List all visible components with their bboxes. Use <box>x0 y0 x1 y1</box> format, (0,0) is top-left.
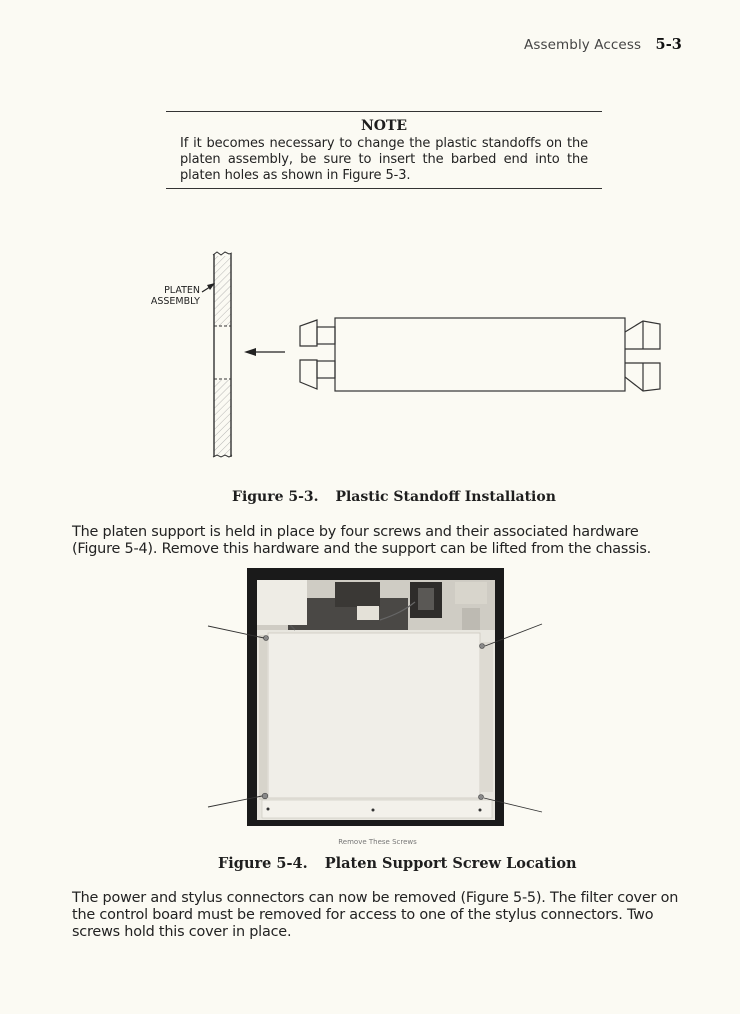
bracket-left <box>257 580 307 625</box>
platen-break-top <box>213 252 232 255</box>
figure-number: Figure 5-4. <box>218 855 308 872</box>
platen-assembly-label <box>130 285 200 307</box>
platen-support-plate <box>268 633 480 798</box>
figure-number: Figure 5-3. <box>232 489 319 505</box>
connector-block <box>335 582 380 607</box>
photo-annotation: Remove These Screws <box>338 838 417 846</box>
filter-cover <box>455 582 487 604</box>
transformer-core <box>418 588 434 610</box>
body-paragraph-2: The power and stylus connectors can now be removed (Figure 5-5). The filter cover on the control board must be removed for access to one of the stylus connectors. Two screws hold this cover in place. <box>72 890 679 940</box>
side-rail-right <box>480 642 493 792</box>
platen-label-arrow <box>202 283 215 292</box>
chip-label <box>357 606 379 620</box>
figure-title: Plastic Standoff Installation <box>335 489 556 505</box>
ribbon-cable <box>462 608 480 630</box>
figure-5-3-diagram <box>0 0 740 480</box>
figure-5-4-caption <box>218 855 577 872</box>
platen-hatch-lower <box>214 380 231 455</box>
left-stem-top <box>317 327 335 344</box>
body-paragraph-1: The platen support is held in place by four screws and their associated hardware (Figure 5-4). Remove this hardware and the support can be lifted from the chassis. <box>72 524 651 557</box>
figure-title: Platen Support Screw Location <box>324 855 577 872</box>
left-barb-bottom <box>300 360 317 389</box>
screw-bottom-left <box>262 793 268 799</box>
platen-plate <box>213 252 232 457</box>
figure-5-4-photo <box>0 560 740 850</box>
bottom-rail <box>262 800 492 818</box>
screw-top-right <box>480 644 485 649</box>
platen-hatch-upper <box>214 256 231 326</box>
screw-bottom-right <box>479 795 484 800</box>
figure-5-3-caption <box>232 489 556 505</box>
page-number: 5-3 <box>655 36 682 53</box>
platen-label-line1: PLATEN <box>164 285 200 296</box>
side-rail-left <box>259 635 267 800</box>
left-barb-top <box>300 320 317 346</box>
note-title: NOTE <box>360 118 408 134</box>
platen-label-line2: ASSEMBLY <box>150 296 200 307</box>
screw-top-left <box>264 636 269 641</box>
note-body: If it becomes necessary to change the plastic standoffs on the platen assembly, be sure to insert the barbed end into the platen holes as shown in Figure 5-3. <box>180 136 588 183</box>
standoff-body <box>335 318 625 391</box>
standoff-part <box>300 318 660 391</box>
insertion-arrow <box>244 348 285 356</box>
section-title: Assembly Access <box>524 37 642 53</box>
left-stem-bottom <box>317 361 335 378</box>
platen-break-bottom <box>213 455 232 457</box>
